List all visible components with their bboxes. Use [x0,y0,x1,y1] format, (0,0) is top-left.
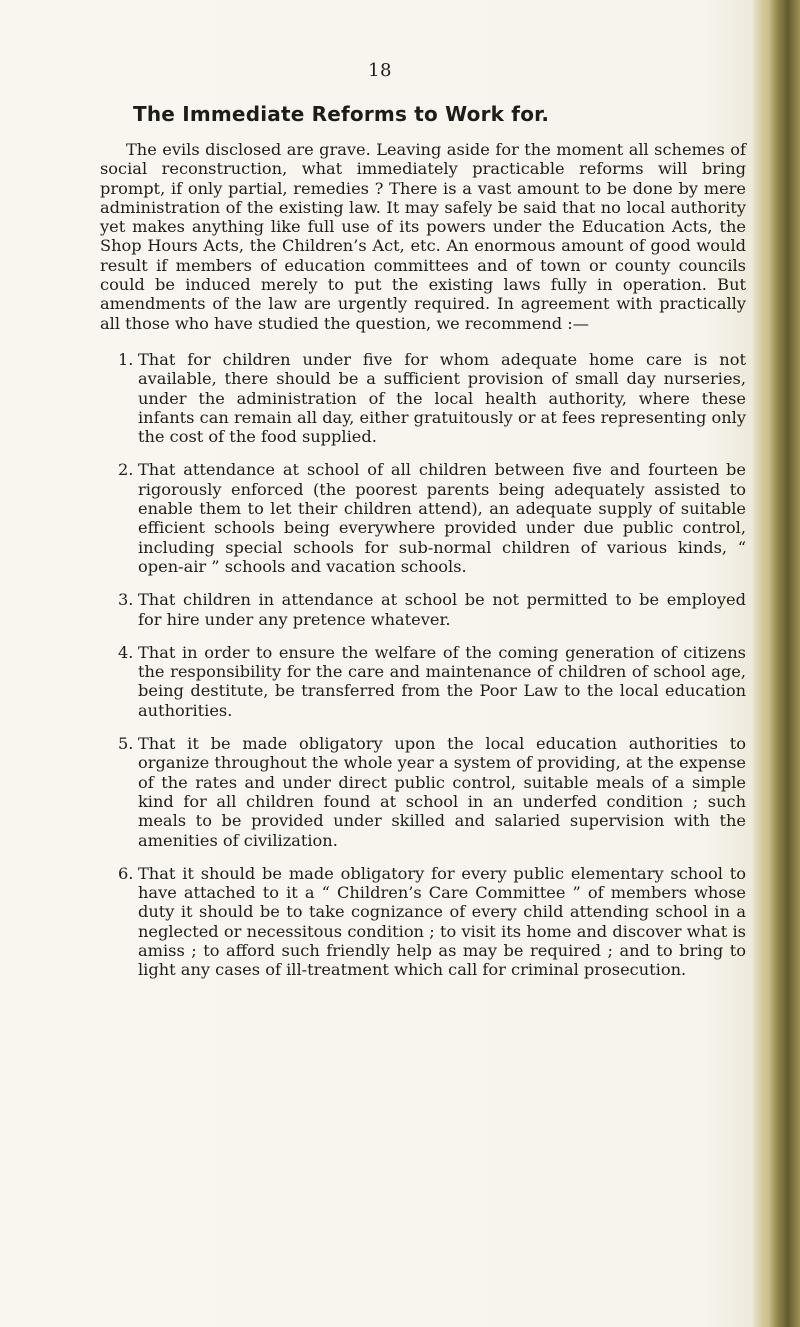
recommendation-number: 5. [118,734,134,754]
recommendation-item [100,864,746,980]
recommendation-number: 4. [118,642,134,662]
recommendation-number: 2. [118,460,134,480]
recommendation-text: That it be made obligatory upon the local education authorities to organize throughout the whole year a system of providing, at the expense of the rates and under direct public control, suitable meals of a simple kind for all children found at school in an underfed condition ; such meals to be provided under skilled and salaried supervision with the amenities of civilization. [138,734,746,850]
recommendation-text: That it should be made obligatory for every public elementary school to have attached to it a “ Children’s Care Committee ” of members whose duty it should be to take cognizance of every child attending school in a neglected or necessitous condition ; to visit its home and discover what is amiss ; to afford such friendly help as may be required ; and to bring to light any cases of ill-treatment which call for criminal prosecution. [138,863,746,980]
recommendation-number: 3. [118,590,134,610]
intro-paragraph: The evils disclosed are grave. Leaving aside for the moment all schemes of social reconstruction, what immediately practicable reforms will bring prompt, if only partial, remedies ? There is a vast amount to be done by mere administration of the existing law. It may safely be said that no local authority yet makes anything like full use of its powers under the Education Acts, the Shop Hours Acts, the Children’s Act, etc. An enormous amount of good would result if members of education committees and of town or county councils could be induced merely to put the existing laws fully in operation. But amendments of the law are urgently required. In agreement with practically all those who have studied the question, we recommend :— [100,140,746,333]
recommendations-list [100,350,746,980]
recommendation-item [100,590,746,629]
recommendation-text: That for children under five for whom adequate home care is not available, there should be a sufficient provision of small day nurseries, under the administration of the local health authority, where these infants can remain all day, either gratuitously or at fees representing only the cost of the food supplied. [138,349,746,447]
recommendation-text: That attendance at school of all children between five and fourteen be rigorously enforced (the poorest parents being adequately assisted to enable them to let their children attend), an adequate supply of suitable efficient schools being everywhere provided under due public control, including special schools for sub-normal children of various kinds, “ open-air ” schools and vacation schools. [138,460,746,576]
page-number: 18 [368,60,392,81]
recommendation-item [100,643,746,720]
recommendation-number: 1. [118,349,134,369]
book-spine-shadow [752,0,800,1327]
recommendation-item [100,734,746,850]
section-title: The Immediate Reforms to Work for. [133,102,550,126]
recommendation-text: That in order to ensure the welfare of the coming generation of citizens the responsibility for the care and maintenance of children of school age, being destitute, be transferred from the Poor Law to the local education authorities. [138,642,746,720]
document-body [100,140,746,994]
recommendation-number: 6. [118,863,134,883]
recommendation-text: That children in attendance at school be not permitted to be employed for hire under any pretence whatever. [138,590,746,629]
recommendation-item [100,460,746,576]
recommendation-item [100,350,746,446]
